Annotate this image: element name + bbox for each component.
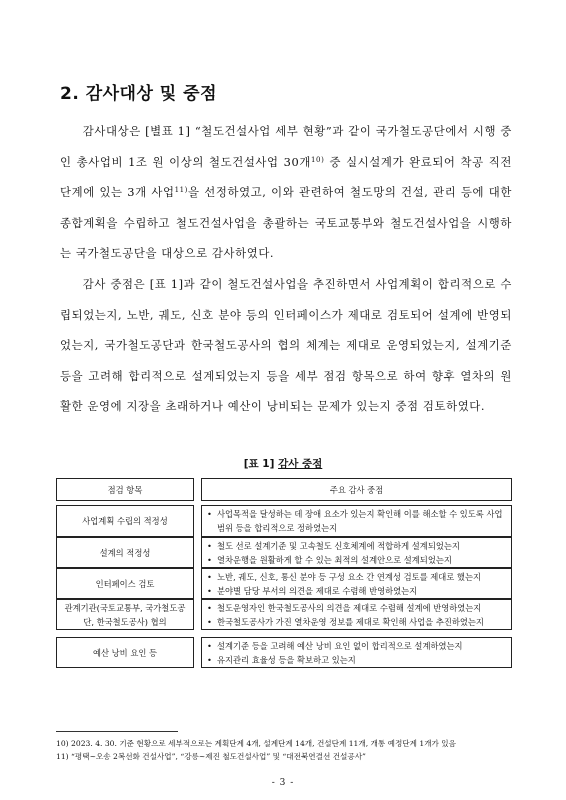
table-row-item <box>56 599 194 630</box>
table-row-points <box>201 599 512 630</box>
paragraph1-text-a: 감사대상은 [별표 1] “철도건설사업 세부 현황”과 같이 국가철도공단에서 시행 중인 총사업비 1조 원 이상의 철도건설사업 30개 <box>60 124 512 169</box>
audit-point: • 사업목적을 달성하는 데 장애 요소가 있는지 확인해 이를 해소할 수 있도록 사업 범위 등을 합리적으로 정하였는지 <box>206 507 503 535</box>
row-item-label: 예산 낭비 요인 등 <box>92 647 158 658</box>
audit-point: • 유지관리 효율성 등을 확보하고 있는지 <box>206 653 463 667</box>
table-caption <box>0 456 566 471</box>
footnote-11: 11) “평택~오송 2복선화 건설사업”, “강릉~제진 철도건설사업” 및 “대전북연결선 건설공사” <box>56 752 366 761</box>
paragraph1-text-b: 중 실시설계가 완료되어 착공 직전 단계에 있는 3개 사업 <box>60 154 513 199</box>
row-item-label: 인터페이스 검토 <box>95 578 155 589</box>
audit-point: • 한국철도공사가 가진 열차운영 정보를 제대로 확인해 사업을 추진하였는지 <box>206 615 484 629</box>
header-right-label: 주요 감사 중점 <box>329 484 384 495</box>
audit-point: • 철도운영자인 한국철도공사의 의견을 제대로 수렴해 설계에 반영하였는지 <box>206 601 484 615</box>
row-item-label: 관계기관(국토교통부, 국가철도공단, 한국철도공사) 협의 <box>64 602 186 627</box>
table-caption-prefix: [표 1] <box>243 458 279 470</box>
table-header-left <box>56 478 194 501</box>
row-item-label: 사업계획 수립의 적정성 <box>82 516 168 526</box>
header-left-label: 점검 항목 <box>107 484 143 495</box>
table-row-points <box>201 537 512 568</box>
table-row-points <box>201 637 512 668</box>
table-row-points <box>201 568 512 599</box>
audit-point: • 설계기준 등을 고려해 예산 낭비 요인 없이 합리적으로 설계하였는지 <box>206 639 463 653</box>
table-row-item <box>56 568 194 599</box>
footnote-10: 10) 2023. 4. 30. 기준 현황으로 세부적으로는 계획단계 4개, 설계단계 14개, 건설단계 11개, 개통 예정단계 1개가 있음 <box>56 739 456 748</box>
footnote-ref-10[interactable]: 10) <box>310 155 325 164</box>
audit-point: • 분야별 담당 부서의 의견을 제대로 수렴해 반영하였는지 <box>206 584 481 598</box>
paragraph-audit-targets <box>60 116 512 269</box>
paragraph-audit-focus: 감사 중점은 [표 1]과 같이 철도건설사업을 추진하면서 사업계획이 합리적으로 수립되었는지, 노반, 궤도, 신호 분야 등의 인터페이스가 제대로 검토되어 설계에 반영되었는지, 국가철도공단과 한국철도공사의 협의 체계는 제대로 운영되었는지, 설계기준 등을 고려해 합리적으로 설계되었는지 등을 세부 점검 항목으로 하여 향후 열차의 원활한 운영에 지장을 초래하거나 예산이 낭비되는 문제가 있는지 중점 검토하였다. <box>60 277 512 413</box>
table-row-item <box>56 505 194 537</box>
paragraph1-text-c: 을 선정하였고, 이와 관련하여 철도망의 건설, 관리 등에 대한 종합계획을 수립하고 철도건설사업을 총괄하는 국토교통부와 철도건설사업을 시행하는 국가철도공단을 대상으로 감사하였다. <box>60 185 512 260</box>
footnote-ref-11[interactable]: 11) <box>174 186 189 194</box>
audit-point: • 노반, 궤도, 신호, 통신 분야 등 구성 요소 간 연계성 검토를 제대로 했는지 <box>206 570 481 584</box>
table-row-item <box>56 637 194 668</box>
table-header-right <box>201 478 512 501</box>
page-number: - 3 - <box>271 778 295 788</box>
footnote-divider <box>56 731 178 732</box>
table-row-item <box>56 537 194 568</box>
audit-point: • 철도 선로 설계기준 및 고속철도 신호체계에 적합하게 설계되었는지 <box>206 539 460 553</box>
section-heading: 2. 감사대상 및 중점 <box>60 84 217 104</box>
table-caption-title: 감사 중점 <box>278 458 323 470</box>
audit-point: • 열차운행을 원활하게 할 수 있는 최적의 설계안으로 설계되었는지 <box>206 553 460 567</box>
table-row-points <box>201 505 512 537</box>
row-item-label: 설계의 적정성 <box>99 547 151 558</box>
